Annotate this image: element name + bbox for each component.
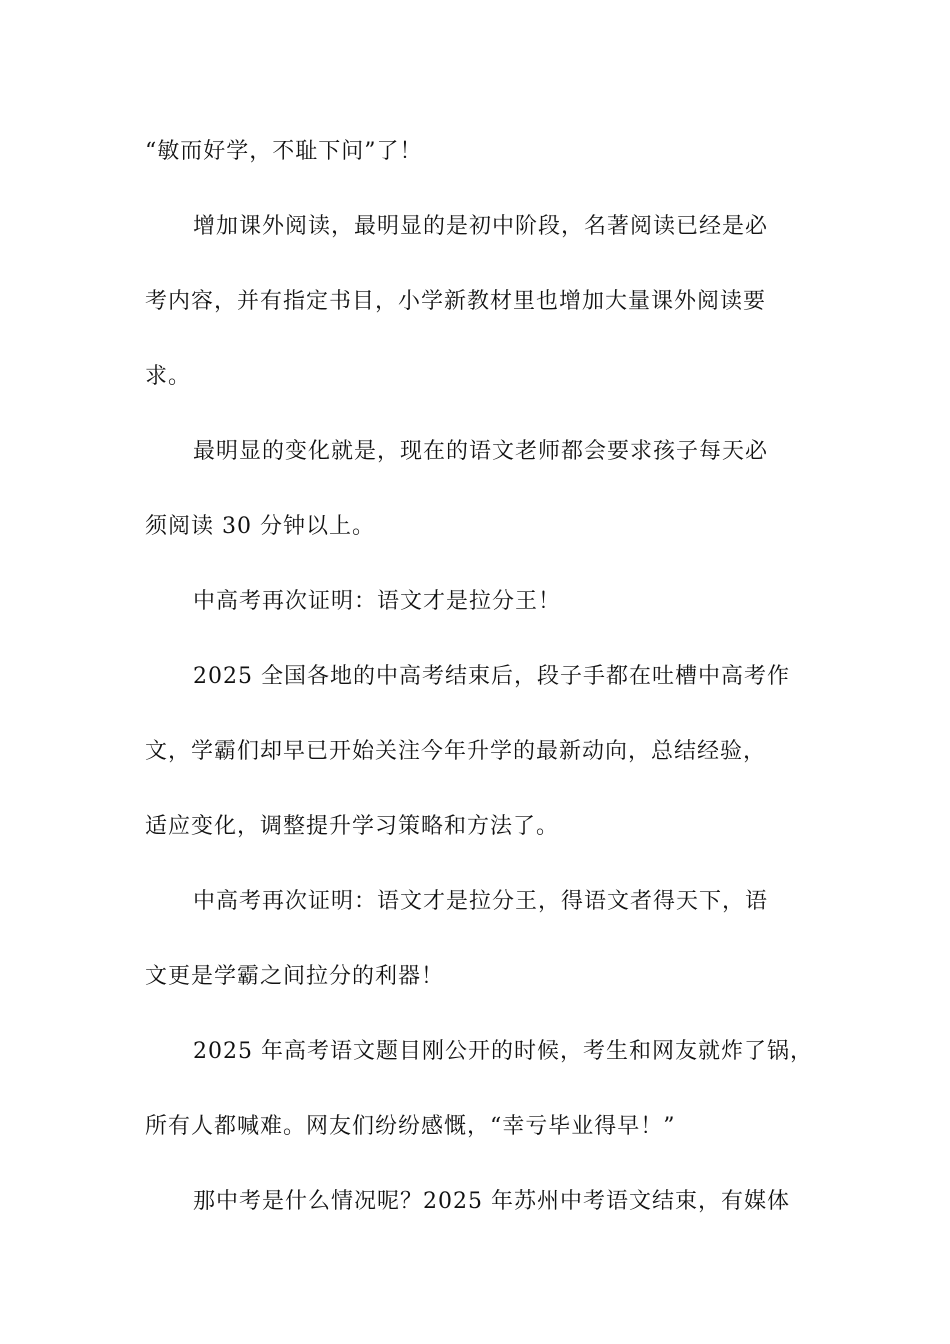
text-line: 文，学霸们却早已开始关注今年升学的最新动向，总结经验， <box>145 739 767 764</box>
text-line: 最明显的变化就是，现在的语文老师都会要求孩子每天必 <box>193 439 769 464</box>
text-line: 所有人都喊难。网友们纷纷感慨，“幸亏毕业得早！” <box>145 1114 676 1139</box>
text-line: 考内容，并有指定书目，小学新教材里也增加大量课外阅读要 <box>145 289 767 314</box>
text-line: 适应变化，调整提升学习策略和方法了。 <box>145 814 560 839</box>
text-line: 2025 年高考语文题目刚公开的时候，考生和网友就炸了锅， <box>193 1039 813 1064</box>
text-line: 增加课外阅读，最明显的是初中阶段，名著阅读已经是必 <box>193 214 769 239</box>
text-line: 中高考再次证明：语文才是拉分王！ <box>193 589 562 614</box>
text-line: 求。 <box>145 364 192 389</box>
text-line: 2025 全国各地的中高考结束后，段子手都在吐槽中高考作 <box>193 664 790 689</box>
text-line: 那中考是什么情况呢？2025 年苏州中考语文结束，有媒体 <box>193 1189 790 1214</box>
text-line: 文更是学霸之间拉分的利器！ <box>145 964 445 989</box>
text-line: “敏而好学，不耻下问”了！ <box>145 139 423 164</box>
text-line: 中高考再次证明：语文才是拉分王，得语文者得天下，语 <box>193 889 769 914</box>
text-line: 须阅读 30 分钟以上。 <box>145 514 375 539</box>
